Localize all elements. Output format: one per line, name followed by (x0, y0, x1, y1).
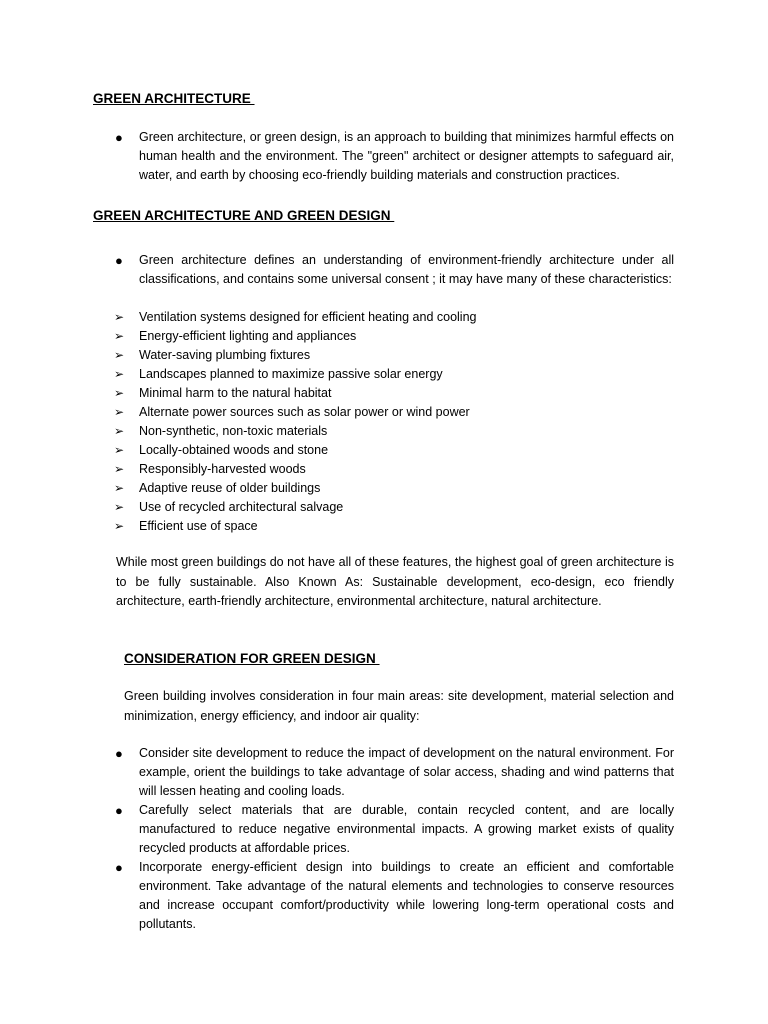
characteristics-bullet-text: Green architecture defines an understanding of environment-friendly architecture under all classifications, and contains some universal consent ; it may have many of these characteristics: (139, 253, 674, 286)
list-item (113, 308, 674, 327)
characteristic-text: Use of recycled architectural salvage (139, 500, 344, 514)
list-item (113, 858, 674, 934)
list-item (113, 365, 674, 384)
list-item (113, 422, 674, 441)
heading-green-design: GREEN ARCHITECTURE AND GREEN DESIGN (93, 208, 395, 223)
arrow-bullet-icon: ➢ (114, 481, 125, 495)
arrow-bullet-icon: ➢ (114, 462, 125, 476)
intro-bullet-block (113, 128, 674, 185)
arrow-bullet-icon: ➢ (114, 348, 125, 362)
bullet-icon: ● (115, 746, 123, 761)
characteristic-text: Energy-efficient lighting and appliances (139, 329, 357, 343)
consideration-text: Carefully select materials that are durable, contain recycled content, and are locally manufactured to reduce negative environmental impacts. A growing market exists of quality recycled products at affordable prices. (139, 803, 674, 855)
list-item (113, 498, 674, 517)
characteristic-text: Non-synthetic, non-toxic materials (139, 424, 328, 438)
arrow-bullet-icon: ➢ (114, 500, 125, 514)
list-item (113, 517, 674, 536)
list-item (113, 128, 674, 185)
characteristic-text: Efficient use of space (139, 519, 258, 533)
arrow-bullet-icon: ➢ (114, 405, 125, 419)
list-item (113, 327, 674, 346)
heading-green-architecture: GREEN ARCHITECTURE (93, 91, 255, 106)
characteristic-text: Ventilation systems designed for efficient heating and cooling (139, 310, 477, 324)
list-item (113, 403, 674, 422)
arrow-bullet-icon: ➢ (114, 519, 125, 533)
bullet-icon: ● (115, 130, 123, 145)
arrow-bullet-icon: ➢ (114, 443, 125, 457)
bullet-icon: ● (115, 803, 123, 818)
intro-bullet-text: Green architecture, or green design, is an approach to building that minimizes harmful effects on human health and the environment. The "green" architect or designer attempts to safeguard air, water, and earth by choosing eco-friendly building materials and construction practices. (139, 130, 674, 182)
bullet-icon: ● (115, 860, 123, 875)
characteristics-list (113, 308, 674, 536)
arrow-bullet-icon: ➢ (114, 424, 125, 438)
characteristic-text: Minimal harm to the natural habitat (139, 386, 332, 400)
list-item (113, 744, 674, 801)
arrow-bullet-icon: ➢ (114, 310, 125, 324)
characteristic-text: Locally-obtained woods and stone (139, 443, 329, 457)
characteristic-text: Landscapes planned to maximize passive solar energy (139, 367, 443, 381)
list-item (113, 441, 674, 460)
characteristic-text: Adaptive reuse of older buildings (139, 481, 321, 495)
arrow-bullet-icon: ➢ (114, 367, 125, 381)
characteristic-text: Water-saving plumbing fixtures (139, 348, 311, 362)
bullet-icon: ● (115, 253, 123, 268)
arrow-bullet-icon: ➢ (114, 329, 125, 343)
list-item (113, 801, 674, 858)
list-item (113, 346, 674, 365)
list-item (113, 251, 674, 289)
list-item (113, 384, 674, 403)
consideration-intro: Green building involves consideration in four main areas: site development, material selection and minimization, energy efficiency, and indoor air quality: (124, 689, 674, 723)
consideration-text: Incorporate energy-efficient design into buildings to create an efficient and comfortable environment. Take advantage of the natural elements and technologies to conserve resources and increase occupant comfort/productivity while lowering long-term operational costs and pollutants. (139, 860, 674, 931)
characteristic-text: Alternate power sources such as solar power or wind power (139, 405, 470, 419)
arrow-bullet-icon: ➢ (114, 386, 125, 400)
sustainability-paragraph: While most green buildings do not have all of these features, the highest goal of green architecture is to be fully sustainable. Also Known As: Sustainable development, eco-design, eco friendly architecture, earth-friendly architecture, environmental architecture, natural architecture. (116, 555, 674, 608)
heading-consideration: CONSIDERATION FOR GREEN DESIGN (124, 651, 380, 666)
characteristics-bullet-block (113, 251, 674, 289)
characteristic-text: Responsibly-harvested woods (139, 462, 306, 476)
list-item (113, 460, 674, 479)
list-item (113, 479, 674, 498)
consideration-list (113, 744, 674, 934)
consideration-text: Consider site development to reduce the impact of development on the natural environment. For example, orient the buildings to take advantage of solar access, shading and wind patterns that will lessen heating and cooling loads. (139, 746, 674, 798)
